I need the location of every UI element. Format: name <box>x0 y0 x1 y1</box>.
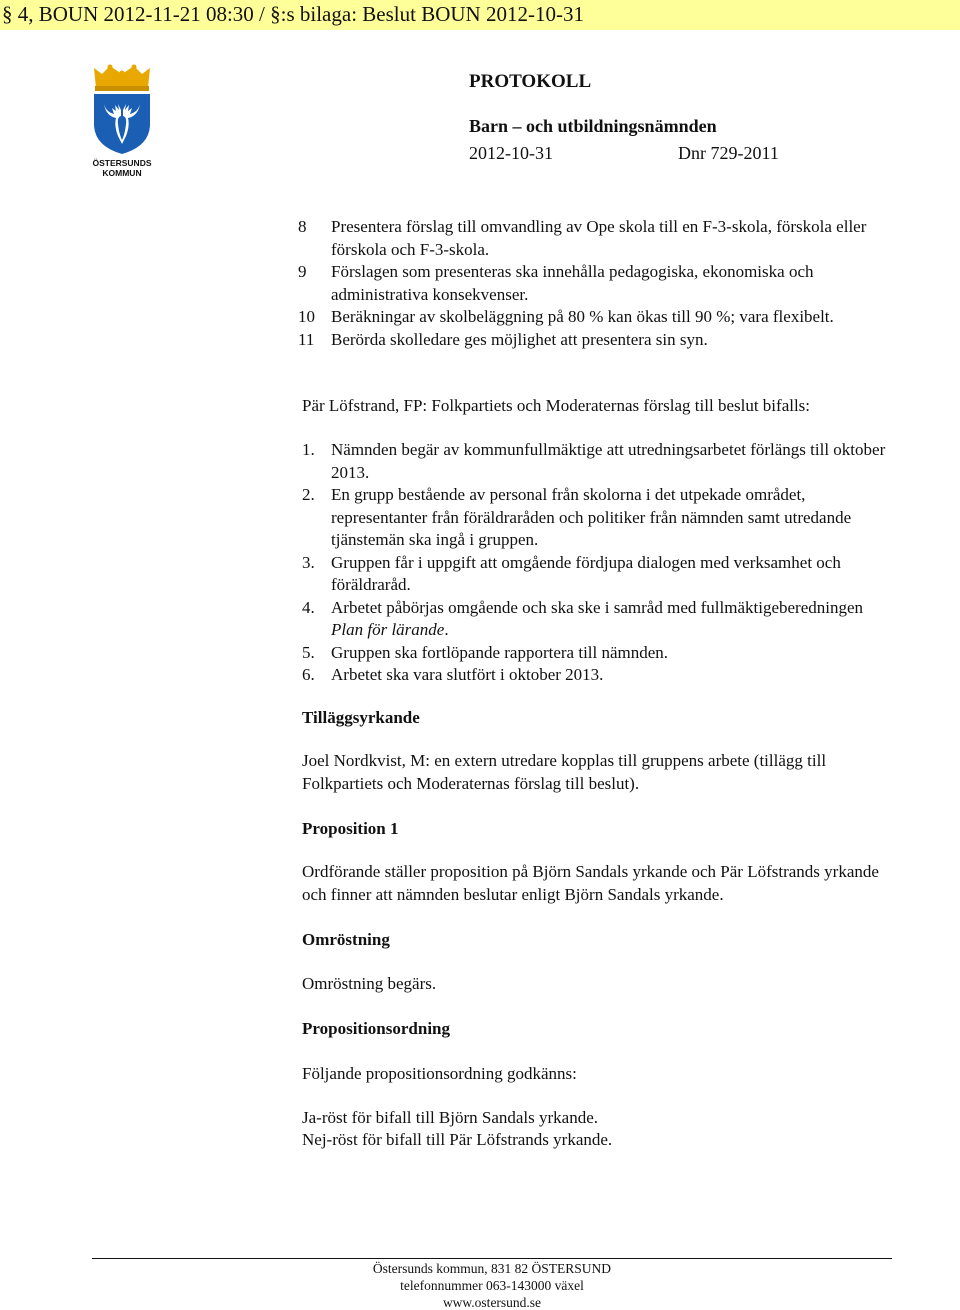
footer-phone: telefonnummer 063-143000 växel <box>400 1278 584 1293</box>
tillagg-text: Joel Nordkvist, M: en extern utredare kopplas till gruppens arbete (tillägg till Folkpartiets och Moderaternas förslag till beslut). <box>302 751 827 793</box>
item-number: 4. <box>302 597 315 617</box>
list-item <box>298 216 898 261</box>
ja-vote: Ja-röst för bifall till Björn Sandals yrkande. <box>302 1108 599 1127</box>
item-text: En grupp bestående av personal från skolorna i det utpekade området, representanter från föräldraråden och politiker från nämnden samt utredande tjänstemän ska ingå i gruppen. <box>331 485 852 549</box>
omrostning-text: Omröstning begärs. <box>302 974 437 993</box>
item-text: Berörda skolledare ges möjlighet att presentera sin syn. <box>331 329 708 349</box>
omrostning-heading: Omröstning <box>302 930 390 949</box>
item-text: Arbetet ska vara slutfört i oktober 2013. <box>331 665 604 684</box>
logo-caption <box>88 158 156 178</box>
item-text <box>331 597 898 642</box>
item-number: 9 <box>298 262 307 281</box>
item-number: 6. <box>302 665 315 684</box>
item-text: Presentera förslag till omvandling av Ope skola till en F-3-skola, förskola eller förskola och F-3-skola. <box>331 217 867 259</box>
item-number: 2. <box>302 485 315 504</box>
numbered-list <box>298 216 898 351</box>
item-text: Förslagen som presenteras ska innehålla pedagogiska, ekonomiska och administrativa konsekvenser. <box>331 262 814 304</box>
logo-line-2: KOMMUN <box>102 168 142 178</box>
list-item <box>302 552 898 597</box>
item-text-start: Arbetet påbörjas omgående och ska ske i samråd med fullmäktigeberedningen <box>331 597 864 617</box>
case-number: Dnr 729-2011 <box>678 143 779 163</box>
list-item <box>302 664 898 687</box>
item-number: 11 <box>298 329 315 349</box>
list-item <box>302 642 898 665</box>
tillagg-heading: Tilläggsyrkande <box>302 708 420 727</box>
proposal-list <box>302 439 898 687</box>
footer-divider <box>92 1258 892 1259</box>
list-item <box>298 261 898 306</box>
list-item <box>302 439 898 484</box>
item-number: 8 <box>298 217 307 236</box>
item-number: 3. <box>302 552 315 572</box>
list-item <box>298 306 898 329</box>
item-text: Nämnden begär av kommunfullmäktige att utredningsarbetet förlängs till oktober 2013. <box>331 440 886 482</box>
committee-name: Barn – och utbildningsnämnden <box>469 116 717 136</box>
logo-line-1: ÖSTERSUNDS <box>92 158 152 168</box>
item-text: Beräkningar av skolbeläggning på 80 % kan ökas till 90 %; vara flexibelt. <box>331 307 834 326</box>
nej-vote: Nej-röst för bifall till Pär Löfstrands yrkande. <box>302 1130 613 1149</box>
banner-text: § 4, BOUN 2012-11-21 08:30 / §:s bilaga: Beslut BOUN 2012-10-31 <box>2 2 584 26</box>
proposition1-text: Ordförande ställer proposition på Björn Sandals yrkande och Pär Löfstrands yrkande och finner att nämnden beslutar enligt Björn Sandals yrkande. <box>302 862 879 904</box>
document-type: PROTOKOLL <box>469 71 592 92</box>
list-item <box>302 597 898 642</box>
meeting-date: 2012-10-31 <box>469 143 553 163</box>
propositionsordning-text: Följande propositionsordning godkänns: <box>302 1064 577 1083</box>
list-item <box>298 329 898 352</box>
item-text: Gruppen får i uppgift att omgående fördjupa dialogen med verksamhet och föräldraråd. <box>331 552 841 594</box>
coat-of-arms-icon <box>88 64 156 156</box>
plan-title: Plan för lärande <box>331 620 445 639</box>
footer-website: www.ostersund.se <box>442 1295 542 1310</box>
list-item <box>302 484 898 552</box>
item-text-end: . <box>444 620 449 639</box>
item-text: Gruppen ska fortlöpande rapportera till nämnden. <box>331 642 669 662</box>
proposition1-heading: Proposition 1 <box>302 819 399 838</box>
item-number: 10 <box>298 307 315 326</box>
municipality-logo <box>88 64 156 182</box>
top-banner <box>0 0 960 30</box>
propositionsordning-heading: Propositionsordning <box>302 1019 451 1038</box>
proposal-intro: Pär Löfstrand, FP: Folkpartiets och Moderaternas förslag till beslut bifalls: <box>302 396 811 415</box>
item-number: 1. <box>302 440 315 459</box>
item-number: 5. <box>302 642 315 662</box>
footer-address: Östersunds kommun, 831 82 ÖSTERSUND <box>372 1261 612 1276</box>
